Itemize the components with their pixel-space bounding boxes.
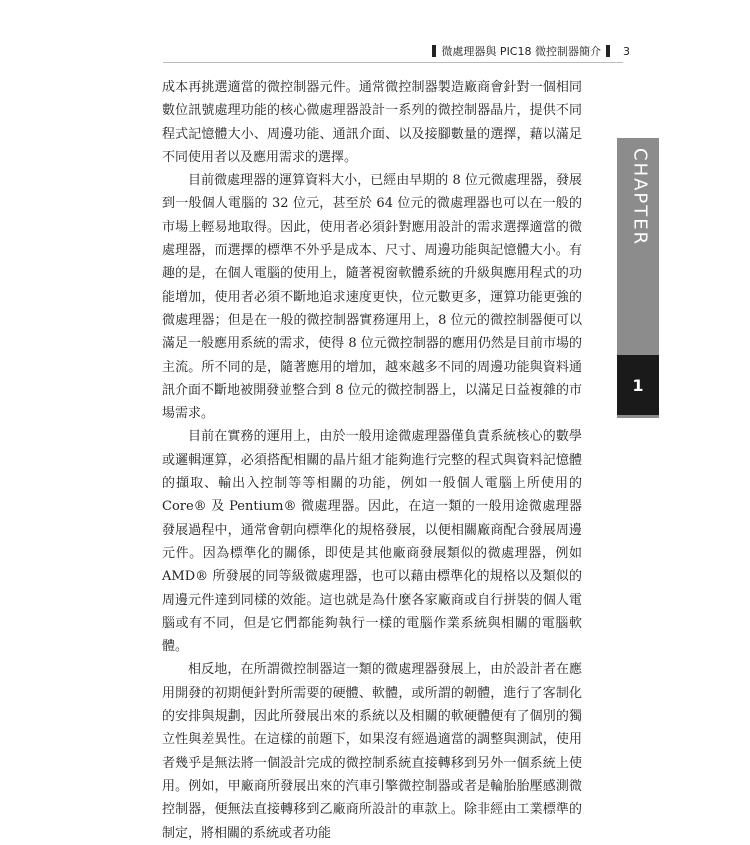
header-bar-right: [606, 45, 610, 57]
paragraph-2: 目前微處理器的運算資料大小，已經由早期的 8 位元微處理器，發展到一般個人電腦的 32 位元，甚至於 64 位元的微處理器也可以在一般的市場上輕易地取得。因此，使用者必須針對應用設計的需求選擇適當的微處理器，而選擇的標準不外乎是成本、尺寸、周邊功能與記憶體大小。有趣的是，在個人電腦的使用上，隨著視窗軟體系統的升級與應用程式的功能增加，使用者必須不斷地追求速度更快，位元數更多，運算功能更強的微處理器；但是在一般的微控制器實務運用上，8 位元的微控制器便可以滿足一般應用系統的需求，使得 8 位元微控制器的應用仍然是目前市場的主流。所不同的是，隨著應用的增加，越來越多不同的周邊功能與資料通訊介面不斷地被開發並整合到 8 位元的微控制器上，以滿足日益複雜的市場需求。: [162, 173, 582, 422]
paragraph-4: 相反地，在所謂微控制器這一類的微處理器發展上，由於設計者在應用開發的初期便針對所需要的硬體、軟體，或所謂的韌體，進行了客制化的安排與規劃，因此所發展出來的系統以及相關的軟硬體便有了個別的獨立性與差異性。在這樣的前題下，如果沒有經過適當的調整與測試，使用者幾乎是無法將一個設計完成的微控制系統直接轉移到另外一個系統上使用。例如，甲廠商所發展出來的汽車引擎微控制器或者是輪胎胎壓感測微控制器，便無法直接轉移到乙廠商所設計的車款上。除非經由工業標準的制定，將相關的系統或者功能: [162, 662, 582, 841]
header-rule: [163, 62, 623, 63]
header-title: 微處理器與 PIC18 微控制器簡介: [441, 45, 601, 58]
chapter-number: 1: [632, 375, 644, 395]
header-bar-left: [432, 45, 436, 57]
chapter-number-box: [617, 355, 659, 415]
page-number: 3: [623, 44, 630, 58]
paragraph-1: 成本再挑選適當的微控制器元件。通常微控制器製造廠商會針對一個相同數位訊號處理功能的核心微處理器設計一系列的微控制器晶片，提供不同程式記憶體大小、周邊功能、通訊介面、以及接腳數量的選擇，藉以滿足不同使用者以及應用需求的選擇。: [162, 80, 582, 165]
chapter-label: CHAPTER: [629, 148, 651, 247]
body-text: [162, 76, 582, 845]
running-header: [390, 42, 630, 60]
paragraph-3: 目前在實務的運用上，由於一般用途微處理器僅負責系統核心的數學或邏輯運算，必須搭配相關的晶片組才能夠進行完整的程式與資料記憶體的擷取、輸出入控制等等相關的功能，例如一般個人電腦上所使用的 Core® 及 Pentium® 微處理器。因此，在這一類的一般用途微處理器發展過程中，通常會朝向標準化的規格發展，以便相關廠商配合發展周邊元件。因為標準化的關係，即使是其他廠商發展類似的微處理器，例如 AMD® 所發展的同等級微處理器，也可以藉由標準化的規格以及類似的周邊元件達到同樣的效能。這也就是為什麼各家廠商或自行拼裝的個人電腦或有不同，但是它們都能夠執行一樣的電腦作業系統與相關的電腦軟體。: [162, 429, 582, 655]
